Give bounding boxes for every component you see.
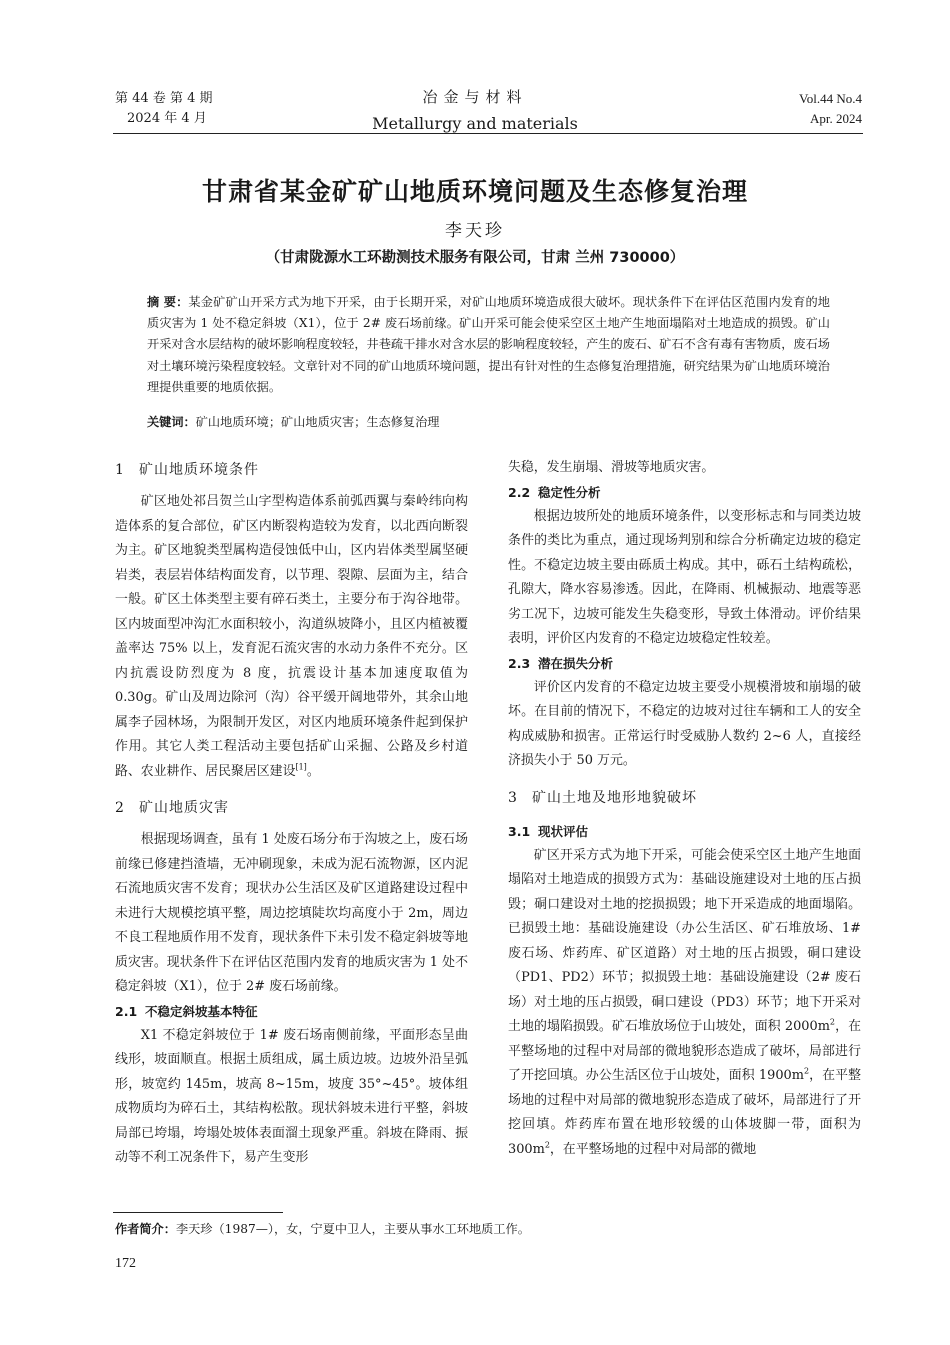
subsection-heading-2-1: 2.1 不稳定斜坡基本特征 (115, 1003, 258, 1019)
subsection-2-3-paragraph: 评价区内发育的不稳定边坡主要受小规模滑坡和崩塌的破坏。在目前的情况下，不稳定的边坡对过往车辆和工人的安全构成威胁和损害。正常运行时受威胁人数约 2~6 人，直接经济损失小于 50 万元。 (508, 679, 861, 768)
abstract-text: 某金矿矿山开采方式为地下开采，由于长期开采，对矿山地质环境造成很大破坏。现状条件下在评估区范围内发育的地质灾害为 1 处不稳定斜坡（X1），位于 2# 废石场前缘。矿山开采可能会使采空区土地产生地面塌陷对土地造成的损毁。矿山开采对含水层结构的破坏影响程度较轻，井巷疏干排水对含水层的影响程度较轻，产生的废石、矿石不含有毒有害物质，废石场对土壤环境污染程度较轻。文章针对不同的矿山地质环境问题，提出有针对性的生态修复治理措施，研究结果为矿山地质环境治理提供重要的地质依据。 (147, 295, 830, 394)
subsection-2-2-paragraph: 根据边坡所处的地质环境条件，以变形标志和与同类边坡条件的类比为重点，通过现场判别和综合分析确定边坡的稳定性。不稳定边坡主要由砾质土构成。其中，砾石土结构疏松，孔隙大，降水容易渗透。因此，在降雨、机械振动、地震等恶劣工况下，边坡可能发生失稳变形，导致土体滑动。评价结果表明，评价区内发育的不稳定边坡稳定性较差。 (508, 508, 861, 646)
footnote-label: 作者简介： (115, 1222, 176, 1236)
section-1-paragraph: 矿区地处祁吕贺兰山字型构造体系前弧西翼与秦岭纬向构造体系的复合部位，矿区内断裂构造较为发育，以北西向断裂为主。矿区地貌类型属构造侵蚀低中山，区内岩体类型属坚硬岩类，表层岩体结构面发育，以节理、裂隙、层面为主，结合一般。矿区土体类型主要有碎石类土，主要分布于沟谷地带。区内坡面型冲沟汇水面积较小，沟道纵坡降小，且区内植被覆盖率达 75% 以上，发育泥石流灾害的水动力条件不充分。区内抗震设防烈度为 8 度，抗震设计基本加速度取值为 0.30g。矿山及周边除河（沟）谷平缓开阔地带外，其余山地属李子园林场，为限制开发区，对区内地质环境条件起到保护作用。其它人类工程活动主要包括矿山采掘、公路及乡村道路、农业耕作、居民聚居区建设[1]。 (115, 494, 468, 779)
page-number: 172 (115, 1256, 136, 1271)
journal-issue-info-en (799, 89, 862, 129)
journal-issue-info (115, 89, 212, 129)
footnote-divider (113, 1212, 283, 1213)
abstract-label: 摘 要： (147, 295, 189, 309)
keywords-label: 关键词： (147, 415, 196, 429)
header-divider (113, 133, 863, 134)
left-column (115, 458, 468, 1171)
citation: [1] (295, 762, 307, 772)
subsection-2-1-paragraph-continued: 失稳，发生崩塌、滑坡等地质灾害。 (508, 460, 715, 475)
subsection-2-1-paragraph: X1 不稳定斜坡位于 1# 废石场南侧前缘，平面形态呈曲线形，坡面顺直。根据土质组成，属土质边坡。边坡外沿呈弧形，坡宽约 145m，坡高 8~15m，坡度 35°~45°。坡体组成物质均为碎石土，其结构松散。现状斜坡未进行平整，斜坡局部已垮塌，垮塌处坡体表面溜土现象严重。斜坡在降雨、振动等不利工况条件下，易产生变形 (115, 1027, 468, 1165)
author-name: 李天珍 (445, 221, 505, 241)
subsection-heading-3-1: 3.1 现状评估 (508, 823, 589, 839)
author-affiliation: （甘肃陇源水工环勘测技术服务有限公司，甘肃 兰州 730000） (265, 250, 685, 266)
journal-name (300, 86, 650, 136)
journal-name-en: Metallurgy and materials (372, 114, 578, 133)
section-heading-3: 3 矿山土地及地形地貌破坏 (508, 789, 697, 806)
volume-issue: 第 44 卷 第 4 期 (115, 91, 213, 106)
author-footnote (115, 1219, 530, 1239)
subsection-3-1-paragraph: 矿区开采方式为地下开采，可能会使采空区土地产生地面塌陷对土地造成的损毁方式为：基础设施建设对土地的压占损毁；硐口建设对土地的挖损损毁；地下开采造成的地面塌陷。已损毁土地：基础设施建设（办公生活区、矿石堆放场、1# 废石场、炸药库、矿区道路）对土地的压占损毁，硐口建设（PD1、PD2）环节；拟损毁土地：基础设施建设（2# 废石场）对土地的压占损毁，硐口建设（PD3）环节；地下开采对土地的塌陷损毁。矿石堆放场位于山坡处，面积 $2000m^2$，在平整场地的过程中对局部的微地貌形态造成了破坏，局部进行了开挖回填。办公生活区位于山坡处，面积 $1900m^2$，在平整场地的过程中对局部的微地貌形态造成了破坏，局部进行了开挖回填。炸药库布置在地形较缓的山体坡脚一带，面积为 $300m^2$，在平整场地的过程中对局部的微地 (508, 847, 861, 1157)
keywords (147, 412, 830, 433)
paper-title: 甘肃省某金矿矿山地质环境问题及生态修复治理 (201, 177, 748, 206)
section-heading-1: 1 矿山地质环境条件 (115, 462, 259, 478)
footnote-text: 李天珍（1987—），女，宁夏中卫人，主要从事水工环地质工作。 (175, 1222, 530, 1236)
right-column (508, 456, 861, 1162)
publication-date-en: Apr. 2024 (810, 111, 862, 126)
journal-name-cn: 冶金与材料 (422, 88, 528, 106)
section-2-paragraph: 根据现场调查，虽有 1 处废石场分布于沟坡之上，废石场前缘已修建挡渣墙，无冲刷现象，未成为泥石流物源，区内泥石流地质灾害不发育；现状办公生活区及矿区道路建设过程中未进行大规模挖填平整，周边挖填陡坎均高度小于 2m，周边不良工程地质作用不发育，现状条件下未引发不稳定斜坡等地质灾害。现状条件下在评估区范围内发育的地质灾害为 1 处不稳定斜坡（X1），位于 2# 废石场前缘。 (115, 832, 468, 994)
subsection-heading-2-2: 2.2 稳定性分析 (508, 484, 601, 500)
volume-issue-en: Vol.44 No.4 (799, 91, 862, 106)
abstract (147, 292, 830, 398)
keywords-text: 矿山地质环境；矿山地质灾害；生态修复治理 (195, 415, 440, 429)
subsection-heading-2-3: 2.3 潜在损失分析 (508, 655, 614, 671)
publication-date-cn: 2024 年 4 月 (127, 111, 207, 126)
section-heading-2: 2 矿山地质灾害 (115, 800, 229, 816)
